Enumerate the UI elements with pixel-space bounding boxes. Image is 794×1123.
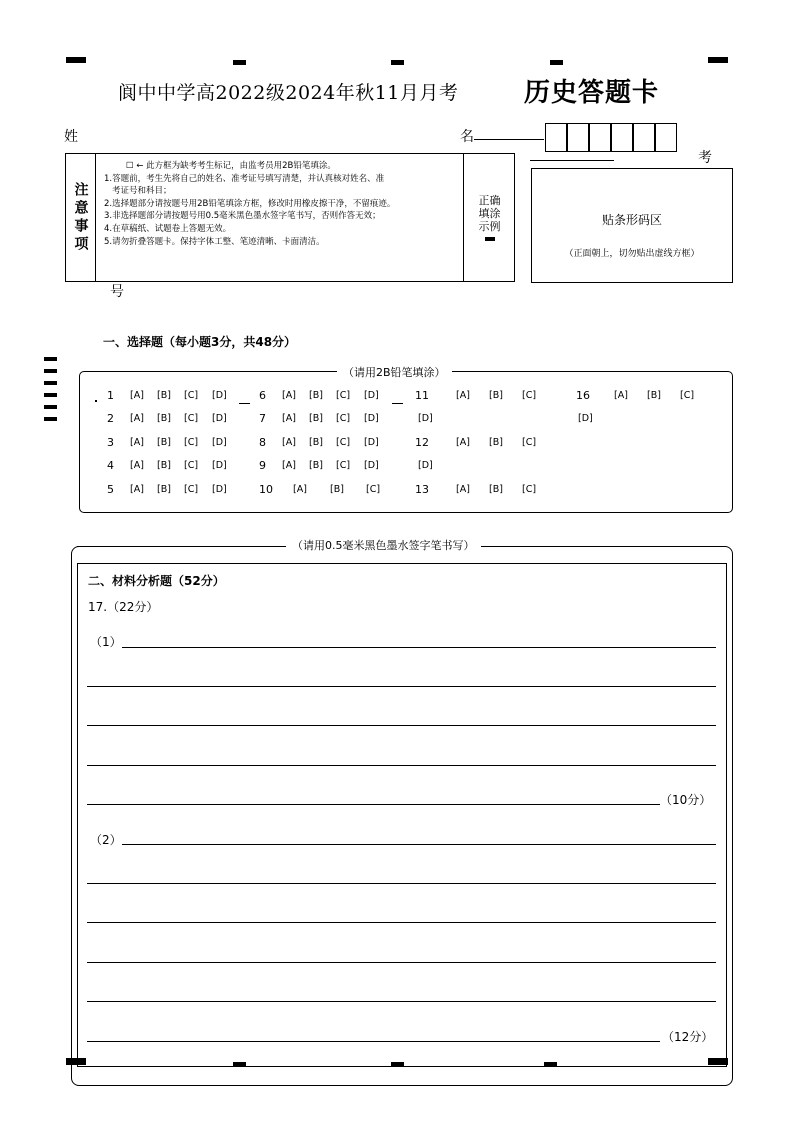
answer-bubble[interactable]: [C] [336,437,351,448]
name-cell[interactable] [611,123,633,152]
answer-bubble[interactable]: [A] [130,437,144,448]
notice-item: 4.在草稿纸、试题卷上答题无效。 [104,223,232,234]
name-label: 姓 [64,129,78,145]
answer-bubble[interactable]: [D] [212,437,227,448]
answer-line[interactable] [87,765,716,766]
answer-bubble[interactable]: [C] [184,437,199,448]
dot [95,400,97,402]
answer-bubble[interactable]: [C] [680,390,695,401]
written-answer-box [77,563,727,1067]
timing-mark [44,369,57,373]
answer-bubble[interactable]: [C] [522,484,537,495]
name-cell[interactable] [589,123,611,152]
answer-bubble[interactable]: [B] [309,460,323,471]
notice-item: 3.非选择题部分请按题号用0.5毫米黑色墨水签字笔书写，否则作答无效； [104,211,381,222]
answer-bubble[interactable]: [D] [364,390,379,401]
answer-bubble[interactable]: [C] [336,390,351,401]
exam-number-label: 考 [698,150,712,166]
answer-bubble[interactable]: [A] [293,484,307,495]
notice-item: 2.选择题部分请按题号用2B铅笔填涂方框，修改时用橡皮擦干净，不留痕迹。 [104,198,396,209]
answer-line[interactable] [87,725,716,726]
barcode-area [531,168,733,283]
question-number: 12 [415,436,429,449]
notice-title: 注意事项 [66,154,96,281]
answer-line[interactable] [87,686,716,687]
answer-line[interactable] [122,647,716,648]
timing-mark [391,60,404,65]
page-title: 阆中中学高2022级2024年秋11月月考 [118,82,459,104]
exam-number-label-2: 号 [110,284,124,300]
absent-mark-note[interactable]: ☐ ← 此方框为缺考考生标记，由监考员用2B铅笔填涂。 [126,161,336,171]
answer-bubble[interactable]: [A] [130,460,144,471]
answer-bubble[interactable]: [B] [489,390,503,401]
answer-bubble[interactable]: [B] [489,484,503,495]
part-2-score: （12分） [662,1030,714,1044]
notice-text [104,160,464,248]
answer-bubble[interactable]: [C] [184,484,199,495]
divider [550,546,710,547]
timing-mark [44,405,57,409]
notice-item: 1.答题前，考生先将自己的姓名、准考证号填写清楚，并认真核对姓名、准 [104,173,385,184]
answer-bubble[interactable]: [D] [212,390,227,401]
answer-bubble[interactable]: [D] [364,460,379,471]
answer-bubble[interactable]: [A] [282,390,296,401]
page-subtitle: 历史答题卡 [524,78,660,108]
answer-bubble[interactable]: [D] [212,484,227,495]
answer-bubble[interactable]: [C] [336,460,351,471]
answer-bubble[interactable]: [A] [614,390,628,401]
fill-example: 正确 填涂 示例 [463,154,515,281]
timing-mark [233,60,246,65]
part-1-score: （10分） [660,793,712,807]
question-number: 1 [107,389,114,402]
answer-bubble[interactable]: [C] [184,413,199,424]
question-number: 6 [259,389,266,402]
section2-instruction: （请用0.5毫米黑色墨水签字笔书写） [286,537,481,553]
question-number: 3 [107,436,114,449]
answer-bubble[interactable]: [C] [184,390,199,401]
answer-bubble[interactable]: [B] [309,413,323,424]
timing-mark [44,357,57,361]
section2-title: 二、材料分析题（52分） [88,574,225,588]
divider [77,546,252,547]
question-number: 11 [415,389,429,402]
answer-bubble[interactable]: [C] [522,390,537,401]
part-2-label: （2） [90,833,122,847]
timing-mark [44,417,57,421]
question-number: 4 [107,459,114,472]
answer-bubble[interactable]: [A] [130,413,144,424]
question-17-label: 17.（22分） [88,600,159,614]
timing-mark [708,57,728,63]
notice-box [65,153,515,282]
answer-bubble[interactable]: [B] [157,413,171,424]
section1-title: 一、选择题（每小题3分，共48分） [103,335,297,349]
answer-bubble[interactable]: [B] [157,484,171,495]
answer-bubble[interactable]: [B] [309,437,323,448]
timing-mark [44,381,57,385]
answer-bubble[interactable]: [B] [330,484,344,495]
notice-item: 5.请勿折叠答题卡。保持字体工整、笔迹清晰、卡面清洁。 [104,236,325,247]
name-underline [474,139,544,140]
question-number: 13 [415,483,429,496]
answer-line[interactable] [87,962,716,963]
answer-bubble[interactable]: [A] [130,484,144,495]
question-number: 9 [259,459,266,472]
answer-bubble[interactable]: [D] [418,413,433,424]
answer-bubble[interactable]: [A] [282,413,296,424]
answer-bubble[interactable]: [B] [647,390,661,401]
answer-bubble[interactable]: [D] [578,413,593,424]
part-1-label: （1） [90,635,122,649]
answer-line[interactable] [87,883,716,884]
answer-bubble[interactable]: [B] [309,390,323,401]
question-number: 8 [259,436,266,449]
answer-bubble[interactable]: [A] [282,437,296,448]
answer-bubble[interactable]: [B] [157,437,171,448]
answer-bubble[interactable]: [C] [522,437,537,448]
answer-bubble[interactable]: [A] [456,484,470,495]
answer-bubble[interactable]: [B] [157,390,171,401]
timing-mark [44,393,57,397]
answer-bubble[interactable]: [D] [212,460,227,471]
filled-mark-example [485,237,495,241]
timing-mark [550,60,563,65]
answer-bubble[interactable]: [D] [212,413,227,424]
answer-line[interactable] [87,1041,660,1042]
notice-item: 考证号和科目； [112,186,172,197]
barcode-label: 贴条形码区 [601,213,662,227]
answer-bubble[interactable]: [B] [157,460,171,471]
answer-line[interactable] [87,804,660,805]
question-number: 2 [107,412,114,425]
section1-instruction: （请用2B铅笔填涂） [337,364,452,380]
answer-line[interactable] [122,844,716,845]
answer-bubble[interactable]: [D] [418,460,433,471]
answer-bubble[interactable]: [B] [489,437,503,448]
answer-line[interactable] [87,922,716,923]
name-label-2: 名 [460,129,474,145]
exam-number-underline [530,160,614,161]
barcode-hint: （正面朝上，切勿贴出虚线方框） [564,249,700,259]
timing-mark [66,57,86,63]
name-cell[interactable] [633,123,655,152]
answer-bubble[interactable]: [C] [366,484,381,495]
answer-bubble[interactable]: [A] [456,390,470,401]
answer-line[interactable] [87,1001,716,1002]
answer-bubble[interactable]: [C] [336,413,351,424]
question-number: 16 [576,389,590,402]
answer-bubble[interactable]: [A] [456,437,470,448]
answer-bubble[interactable]: [C] [184,460,199,471]
name-cell[interactable] [567,123,589,152]
divider [392,403,403,404]
answer-bubble[interactable]: [D] [364,437,379,448]
answer-bubble[interactable]: [A] [130,390,144,401]
multiple-choice-box [79,371,733,513]
question-number: 5 [107,483,114,496]
question-number: 7 [259,412,266,425]
answer-bubble[interactable]: [A] [282,460,296,471]
answer-bubble[interactable]: [D] [364,413,379,424]
name-cell[interactable] [655,123,677,152]
divider [239,403,250,404]
question-number: 10 [259,483,273,496]
name-cell[interactable] [545,123,567,152]
